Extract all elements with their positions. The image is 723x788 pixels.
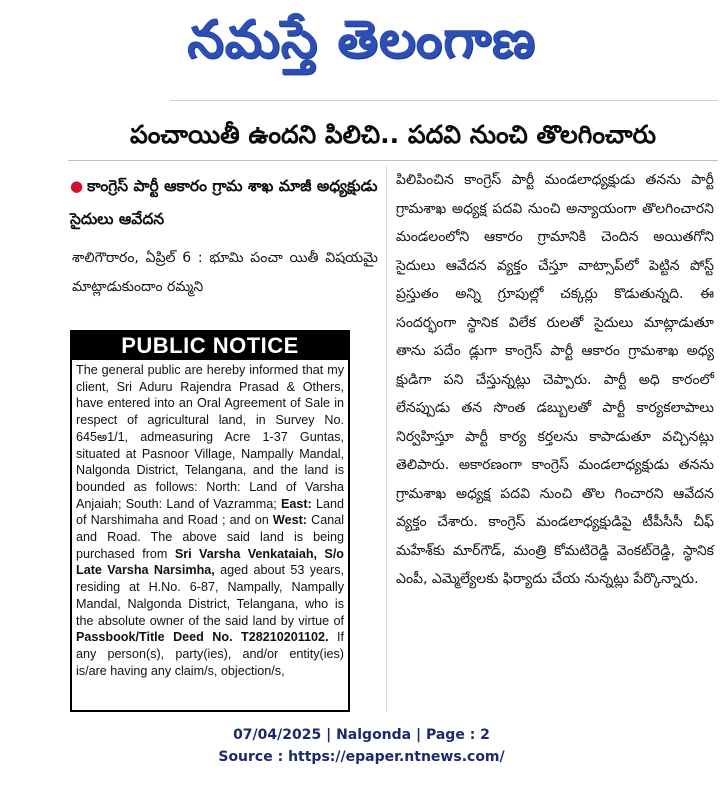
public-notice-box: [70, 330, 350, 712]
notice-text-4: aged about 53 years, residing at H.No. 6-87, Nampally, Nampally Mandal, Nalgonda District, Telangana, who is the absolute owner of the said land by virtue of: [76, 563, 344, 628]
column-divider: [386, 166, 387, 712]
bullet-icon: ●: [70, 177, 84, 195]
page-footer: [0, 724, 723, 768]
article-continuation: పిలిపించిన కాంగ్రెస్ పార్టీ మండలాధ్యక్షుడు తనను పార్టీ గ్రామశాఖ అధ్యక్ష పదవి నుంచి అన్యాయంగా తొలగించారని మండలంలోని ఆకారం గ్రామానికి చెందిన అయితగోని సైదులు ఆవేదన వ్యక్తం చేస్తూ వాట్సాప్‌లో పెట్టిన పోస్ట్ ప్రస్తుతం అన్ని గ్రూపుల్లో చక్కర్లు కొడుతున్నది. ఈ సందర్భంగా స్థానిక విలేక రులతో సైదులు మాట్లాడుతూ తాను పదేం డ్లుగా కాంగ్రెస్ పార్టీ ఆకారం గ్రామశాఖ అధ్య క్షుడిగా పని చేస్తున్నట్లు చెప్పారు. పార్టీ అధి కారంలో లేనప్పుడు తన సొంత డబ్బులతో పార్టీ కార్యకలాపాలు నిర్వహిస్తూ పార్టీ కార్య కర్తలను కాపాడుతూ వచ్చినట్లు తెలిపారు. అకారణంగా కాంగ్రెస్ మండలాధ్యక్షుడు తనను గ్రామశాఖ అధ్యక్ష పదవి నుంచి తొల గించారని ఆవేదన వ్యక్తం చేశారు. కాంగ్రెస్ మండలాధ్యక్షుడిపై టీపీసీసీ చీఫ్ మహేశ్‌కు మార్‌గౌడ్, మంత్రి కోమటిరెడ్డి వెంకట్‌రెడ్డి, స్థానిక ఎంపీ, ఎమ్మెల్యేలకు ఫిర్యాదు చేయ నున్నట్లు పేర్కొన్నారు.: [396, 172, 714, 587]
notice-text-1: The general public are hereby informed that my client, Sri Aduru Rajendra Prasad & Others, have entered into an Oral Agreement of Sale in respect of agricultural land, in Survey No. 645అ1/1, admeasuring Acre 1-37 Guntas, situated at Pasnoor Village, Nampally Mandal, Nalgonda District, Telangana, and the land is bounded as follows: North: Land of Varsha Anjaiah; South: Land of Vazramma;: [76, 363, 344, 511]
notice-text-2: Land of Narshimaha and Road ; and on: [76, 496, 345, 528]
notice-body: [72, 360, 348, 679]
masthead-title: నమస్తే తెలంగాణ: [187, 9, 536, 70]
article-headline: పంచాయితీ ఉందని పిలిచి.. పదవి నుంచి తొలగించారు: [129, 120, 657, 149]
notice-text-5: If any person(s), party(ies), and/or entity(ies) is/are having any claim/s, objection/s,: [76, 630, 345, 678]
headline-divider: [68, 160, 718, 161]
notice-deed: Passbook/Title Deed No. T28210201102.: [76, 630, 329, 645]
subhead-text: కాంగ్రెస్ పార్టీ ఆకారం గ్రామ శాఖ మాజీ అధ్యక్షుడు సైదులు ఆవేదన: [70, 177, 378, 228]
notice-east-label: East:: [280, 496, 312, 511]
notice-title: PUBLIC NOTICE: [72, 332, 348, 360]
notice-seller: Sri Varsha Venkataiah, S/o Late Varsha Narsimha,: [76, 546, 345, 578]
news-clipping: [58, 108, 718, 712]
notice-text-3: Canal and Road. The above said land is being purchased from: [76, 513, 344, 561]
article-lead: శాలిగౌరారం, ఏప్రిల్ 6 : భూమి పంచా యితీ విషయమై మాట్లాడుకుందాం రమ్మని: [72, 250, 378, 295]
masthead: [0, 0, 723, 92]
footer-edition-info: 07/04/2025 | Nalgonda | Page : 2: [233, 727, 490, 743]
masthead-divider: [170, 100, 718, 101]
footer-source-link[interactable]: Source : https://epaper.ntnews.com/: [218, 749, 505, 765]
article-subhead: [70, 170, 380, 236]
notice-west-label: West:: [272, 513, 307, 528]
